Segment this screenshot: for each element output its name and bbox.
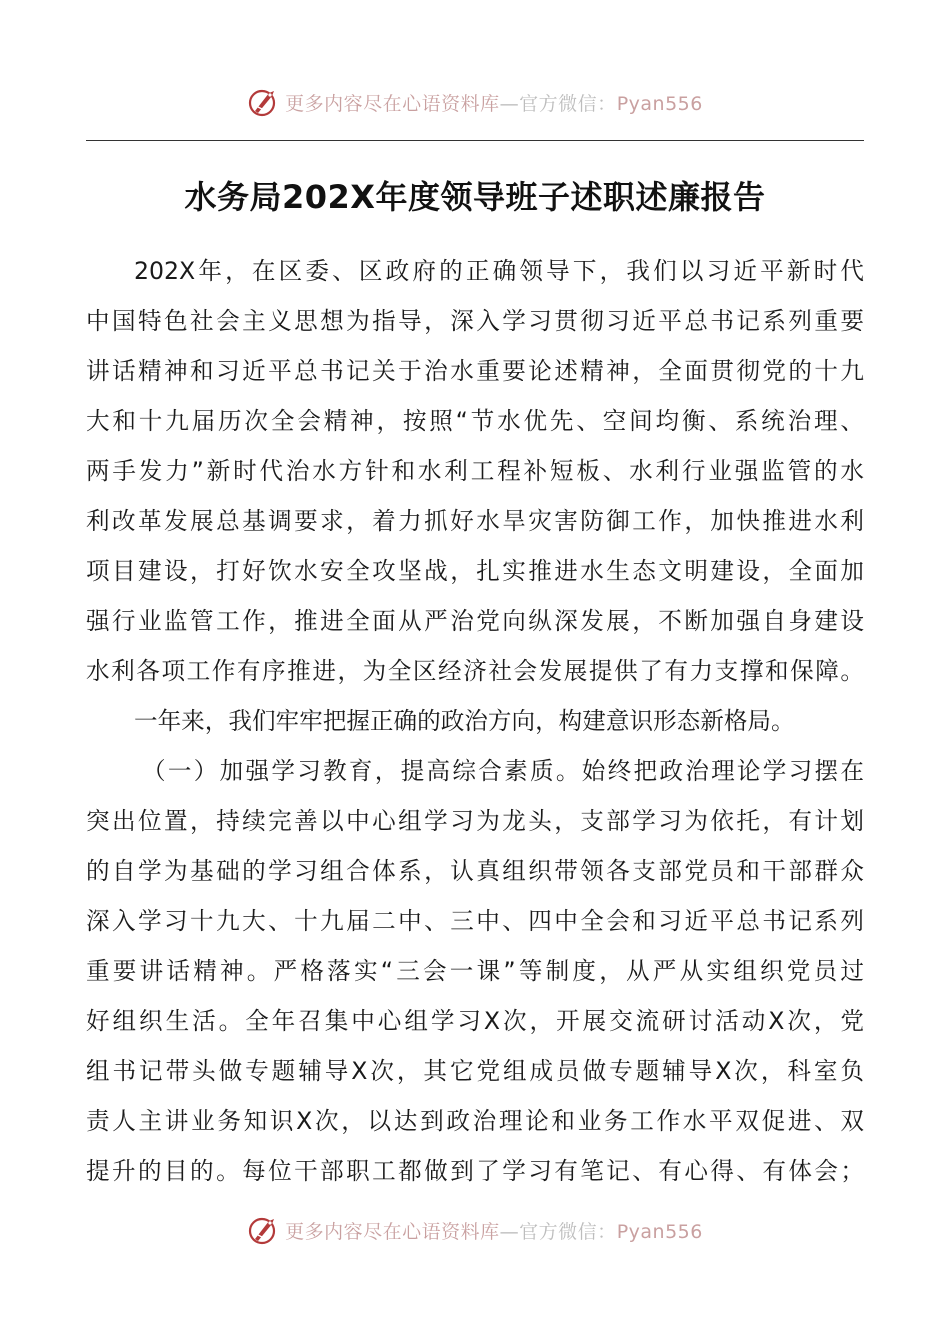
watermark-separator: — — [499, 1220, 520, 1243]
paragraph-line: 大和十九届历次全会精神，按照“节水优先、空间均衡、系统治理、 — [86, 407, 864, 435]
paragraph-line: 一年来，我们牢牢把握正确的政治方向，构建意识形态新格局。 — [134, 707, 795, 735]
paragraph-line: 中国特色社会主义思想为指导，深入学习贯彻习近平总书记系列重要 — [86, 307, 864, 335]
watermark-contact-label: 官方微信： — [519, 1220, 617, 1243]
paragraph-line: （一）加强学习教育，提高综合素质。始终把政治理论学习摆在 — [142, 757, 864, 785]
header-divider — [86, 140, 864, 141]
pen-nib-circle-logo-icon — [247, 85, 281, 119]
paragraph-line: 组书记带头做专题辅导X次，其它党组成员做专题辅导X次，科室负 — [86, 1057, 864, 1085]
paragraph-line: 强行业监管工作，推进全面从严治党向纵深发展，不断加强自身建设 — [86, 607, 864, 635]
watermark-slogan: 更多内容尽在心语资料库 — [285, 92, 500, 115]
paragraph-line: 提升的目的。每位干部职工都做到了学习有笔记、有心得、有体会； — [86, 1157, 864, 1185]
watermark-banner-top — [0, 82, 950, 122]
paragraph-line: 重要讲话精神。严格落实“三会一课”等制度，从严从实组织党员过 — [86, 957, 864, 985]
watermark-contact-id: Pyan556 — [616, 92, 703, 115]
paragraph-line: 深入学习十九大、十九届二中、三中、四中全会和习近平总书记系列 — [86, 907, 864, 935]
watermark-separator: — — [499, 92, 520, 115]
watermark-banner-bottom — [0, 1210, 950, 1250]
paragraph-line: 水利各项工作有序推进，为全区经济社会发展提供了有力支撑和保障。 — [86, 657, 864, 685]
document-body — [86, 246, 864, 1196]
paragraph-line: 项目建设，打好饮水安全攻坚战，扎实推进水生态文明建设，全面加 — [86, 557, 864, 585]
document-title: 水务局202X年度领导班子述职述廉报告 — [184, 178, 766, 216]
paragraph-line: 的自学为基础的学习组合体系，认真组织带领各支部党员和干部群众 — [86, 857, 864, 885]
paragraph-line: 202X年，在区委、区政府的正确领导下，我们以习近平新时代 — [134, 257, 864, 285]
watermark-slogan: 更多内容尽在心语资料库 — [285, 1220, 500, 1243]
watermark-contact-id: Pyan556 — [616, 1220, 703, 1243]
watermark-contact-label: 官方微信： — [519, 92, 617, 115]
paragraph-line: 讲话精神和习近平总书记关于治水重要论述精神，全面贯彻党的十九 — [86, 357, 864, 385]
paragraph-line: 利改革发展总基调要求，着力抓好水旱灾害防御工作，加快推进水利 — [86, 507, 864, 535]
pen-nib-circle-logo-icon — [247, 1213, 281, 1247]
watermark-text — [285, 1217, 703, 1244]
watermark-text — [285, 89, 703, 116]
paragraph-line: 突出位置，持续完善以中心组学习为龙头，支部学习为依托，有计划 — [86, 807, 864, 835]
paragraph-line: 好组织生活。全年召集中心组学习X次，开展交流研讨活动X次，党 — [86, 1007, 864, 1035]
paragraph-line: 责人主讲业务知识X次，以达到政治理论和业务工作水平双促进、双 — [86, 1107, 864, 1135]
paragraph-line: 两手发力”新时代治水方针和水利工程补短板、水利行业强监管的水 — [86, 457, 864, 485]
